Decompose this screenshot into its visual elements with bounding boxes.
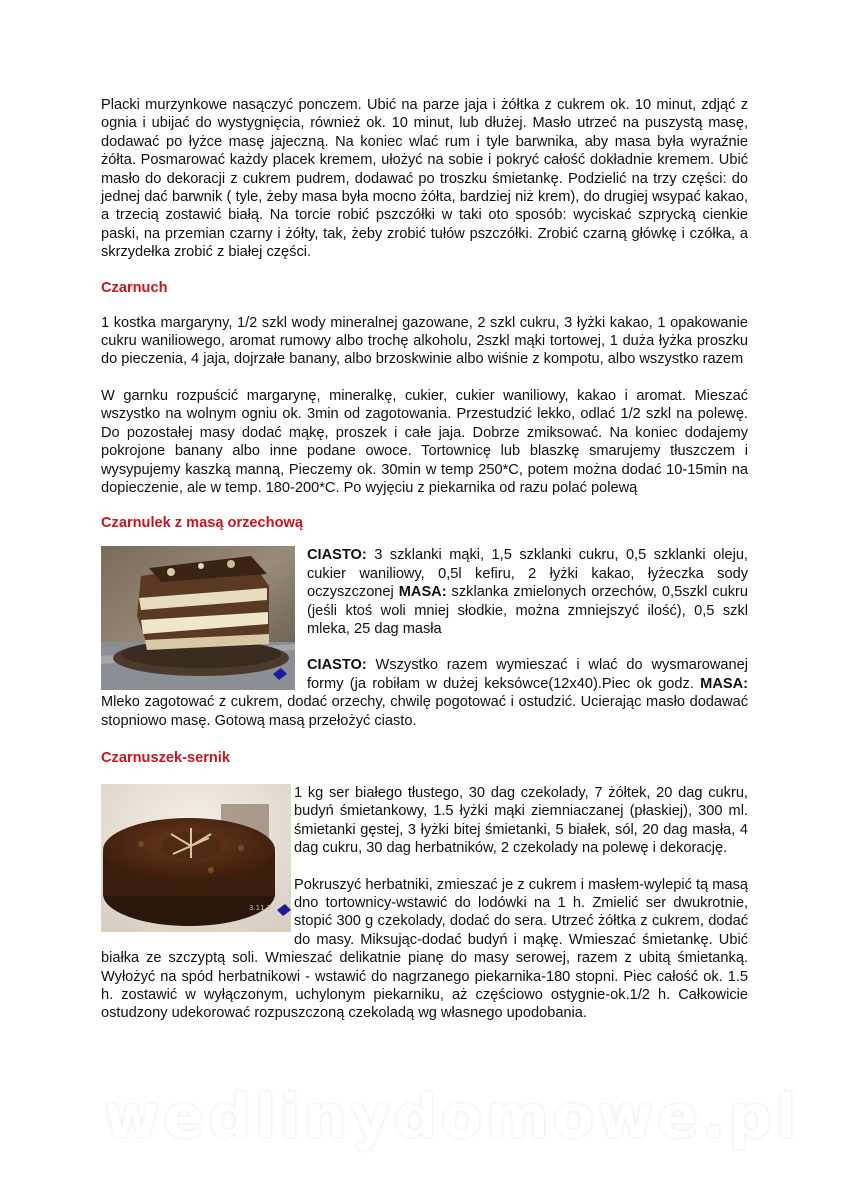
masa-label: MASA:	[398, 584, 447, 601]
chocolate-cheesecake-photo	[101, 784, 291, 932]
document-page	[101, 96, 748, 1023]
method-ciasto-label: CIASTO:	[307, 657, 367, 674]
czarnuszek-method: Pokruszyć herbatniki, zmieszać je z cukrem i masłem-wylepić tą masą dno tortownicy-wstawić do lodówki na 1 h. Zmielić ser dwukrotnie, stopić 300 g czekolady, dodać do sera. Utrzeć żółtka z cukrem, dodać do masy. Miksując-dodać budyń i mąkę. Wmieszać śmietankę. Ubić białka ze szczyptą soli. Wmieszać delikatnie pianę do masy serowej, razem z ubitą śmietanką. Wyłożyć na spód herbatnikowi - wstawić do nagrzanego piekarnika-180 stopni. Piec całość ok. 1.5 h. zostawić w wyłączonym, uchylonym piekarniku, aż częściowo ostygnie-ok.1/2 h. Całkowicie ostudzony udekorować rozpuszczoną czekoladą wg własnego upodobania.	[101, 876, 748, 1022]
method-ciasto-text: Wszystko razem wymieszać i wlać do wysmarowanej formy (ja robiłam w dużej keksówce(12x40).Piec ok godz.	[307, 657, 748, 692]
svg-text:3.11.2: 3.11.2	[249, 903, 272, 912]
ciasto-text: 3 szklanki mąki, 1,5 szklanki cukru, 0,5 szklanki oleju, cukier waniliowy, 0,5l kefiru, 2 łyżki kakao, łyżeczka sody oczyszczonej	[307, 547, 748, 601]
method-masa-label: MASA:	[700, 675, 748, 692]
recipe-title-czarnuszek: Czarnuszek-sernik	[101, 749, 230, 766]
intro-paragraph: Placki murzynkowe nasączyć ponczem. Ubić na parze jaja i żółtka z cukrem ok. 10 minut, zdjąć z ognia i ubijać do wystygnięcia, również ok. 10 minut, lub dłużej. Masło utrzeć na puszystą masę, dodawać po łyżce masę jajeczną. Na koniec wlać rum i tyle barwnika, aby masa była wyraźnie żółta. Posmarować każdy placek kremem, ułożyć na sobie i pokryć całość dokładnie kremem. Ubić masło do dekoracji z cukrem pudrem, dodawać po troszku śmietankę. Podzielić na trzy części: do jednej dać barwnik ( tyle, żeby masa była mocno żółta, bardziej niż krem), do drugiej wsypać kakao, a trzecią zostawić białą. Na torcie robić pszczółki w taki oto sposób: wyciskać szprycką cienkie paski, na przemian czarny i żółty, tak, żeby zrobić tułów pszczółki. Zrobić czarną główkę i czółka, a skrzydełka zrobić z białej części.	[101, 97, 748, 261]
masa-text: szklanka zmielonych orzechów, 0,5szkl cukru (jeśli ktoś woli mniej słodkie, można zmniejszyć ilość), 0,5 szkl mleka, 25 dag masła	[307, 584, 748, 637]
czarnuch-ingredients: 1 kostka margaryny, 1/2 szkl wody mineralnej gazowane, 2 szkl cukru, 3 łyżki kakao, 1 opakowanie cukru waniliowego, aromat rumowy albo trochę alkoholu, 2szkl mąki tortowej, 1 duża łyżka proszku do pieczenia, 4 jaja, dojrzałe banany, albo brzoskwinie albo wiśnie z kompotu, albo wszystko razem	[101, 314, 748, 368]
recipe-title-czarnuch: Czarnuch	[101, 279, 168, 296]
watermark: wedlinydomowe.pl	[104, 1082, 801, 1152]
recipe-title-czarnulek: Czarnulek z masą orzechową	[101, 515, 303, 532]
layered-cake-photo	[101, 546, 295, 690]
czarnuszek-ingredients: 1 kg ser białego tłustego, 30 dag czekolady, 7 żółtek, 20 dag cukru, budyń śmietankowy, 1.5 łyżki mąki ziemniaczanej (płaskiej), 300 ml. śmietanki gęstej, 3 łyżki bitej śmietanki, 5 białek, sól, 20 dag masła, 4 dag cukru, 30 dag herbatników, 2 czekolady na polewę i dekorację.	[294, 784, 748, 857]
ciasto-label: CIASTO:	[307, 547, 367, 564]
method-masa-text: Mleko zagotować z cukrem, dodać orzechy, chwilę pogotować i ostudzić. Ucierając masło dodawać stopniowo masę. Gotową masą przełożyć ciasto.	[101, 694, 748, 729]
czarnuch-method: W garnku rozpuścić margarynę, mineralkę, cukier, cukier waniliowy, kakao i aromat. Mieszać wszystko na wolnym ogniu ok. 3min od zagotowania. Przestudzić lekko, odlać 1/2 szkl na polewę. Do pozostałej masy dodać mąkę, proszek i całe jaja. Dobrze zmiksować. Na koniec dodajemy pokrojone banany albo inne podane owoce. Tortownicę lub blaszkę smarujemy tłuszczem i wysypujemy kaszką manną, Pieczemy ok. 30min w temp 250*C, potem można dodać 10-15min na dopieczenie, ale w temp. 180-200*C. Po wyjęciu z piekarnika od razu polać polewą	[101, 387, 748, 496]
